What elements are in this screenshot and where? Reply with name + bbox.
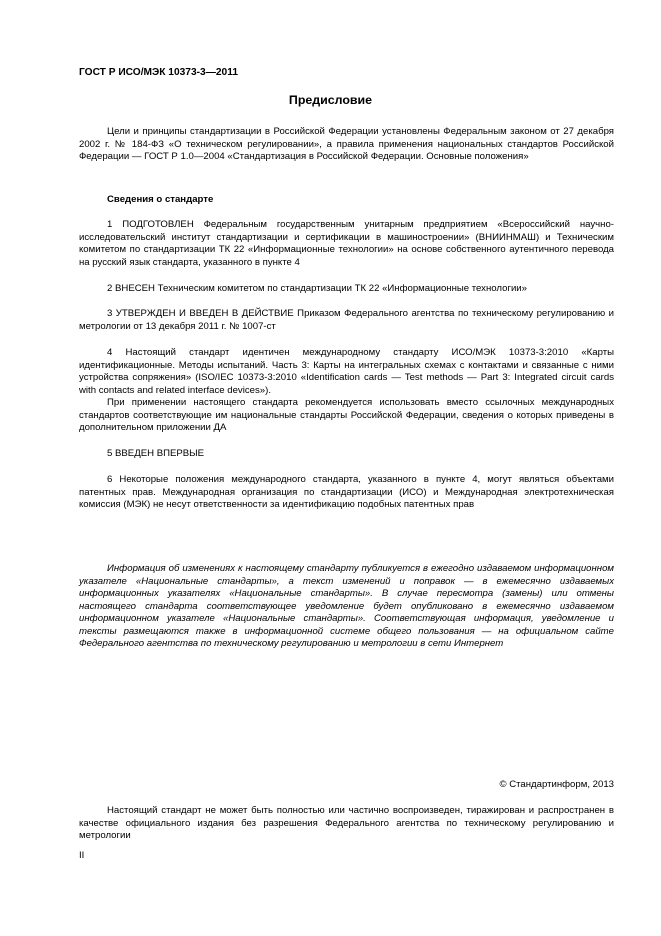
item-5-first-introduced: 5 ВВЕДЕН ВПЕРВЫЕ	[107, 448, 205, 459]
document-number: ГОСТ Р ИСО/МЭК 10373-3—2011	[79, 67, 238, 78]
section-subheading: Сведения о стандарте	[107, 194, 214, 205]
copyright: © Стандартинформ, 2013	[499, 779, 614, 790]
item-6-patent-rights: 6 Некоторые положения международного стандарта, указанного в пункте 4, могут являться объектами патентных прав. Международная организация по стандартизации (ИСО) и Международная электротехническая комиссия (МЭК) не несут ответственности за идентификацию подобных патентных прав	[79, 474, 614, 510]
item-2-submitted: 2 ВНЕСЕН Техническим комитетом по стандартизации ТК 22 «Информационные технологии»	[107, 283, 527, 294]
item-4-identical: 4 Настоящий стандарт идентичен международному стандарту ИСО/МЭК 10373-3:2010 «Карты идентификационные. Методы испытаний. Часть 3: Карты на интегральных схемах с контактами и связанные с ними устройства сопряжения» (ISO/IEC 10373-3:2010 «Identification cards — Test methods — Part 3: Integrated circuit cards with contacts and related interface devices»).	[79, 347, 614, 396]
reproduction-notice: Настоящий стандарт не может быть полностью или частично воспроизведен, тиражирован и распространен в качестве официального издания без разрешения Федерального агентства по техническому регулированию и метрологии	[79, 805, 614, 841]
item-3-approved: 3 УТВЕРЖДЕН И ВВЕДЕН В ДЕЙСТВИЕ Приказом Федерального агентства по техническому регулированию и метрологии от 13 декабря 2011 г. № 1007-ст	[79, 308, 614, 332]
page-number: II	[79, 850, 85, 861]
item-1-prepared: 1 ПОДГОТОВЛЕН Федеральным государственным унитарным предприятием «Всероссийский научно-исследовательский институт стандартизации и сертификации в машиностроении» (ВНИИНМАШ) и Техническим комитетом по стандартизации ТК 22 «Информационные технологии» на основе собственного аутентичного перевода на русский язык стандарта, указанного в пункте 4	[79, 219, 614, 268]
page-title: Предисловие	[288, 93, 373, 107]
item-4-application-note: При применении настоящего стандарта рекомендуется использовать вместо ссылочных международных стандартов соответствующие им национальные стандарты Российской Федерации, сведения о которых приведены в дополнительном приложении ДА	[79, 397, 614, 433]
intro-paragraph: Цели и принципы стандартизации в Российской Федерации установлены Федеральным законом от 27 декабря 2002 г. № 184-ФЗ «О техническом регулировании», а правила применения национальных стандартов Российской Федерации — ГОСТ Р 1.0—2004 «Стандартизация в Российской Федерации. Основные положения»	[79, 126, 614, 162]
changes-notice: Информация об изменениях к настоящему стандарту публикуется в ежегодно издаваемом информационном указателе «Национальные стандарты», а текст изменений и поправок — в ежемесячно издаваемых информационных указателях «Национальные стандарты». В случае пересмотра (замены) или отмены настоящего стандарта соответствующее уведомление будет опубликовано в ежемесячно издаваемом информационном указателе «Национальные стандарты». Соответствующая информация, уведомление и тексты размещаются также в информационной системе общего пользования — на официальном сайте Федерального агентства по техническому регулированию и метрологии в сети Интернет	[79, 563, 614, 649]
